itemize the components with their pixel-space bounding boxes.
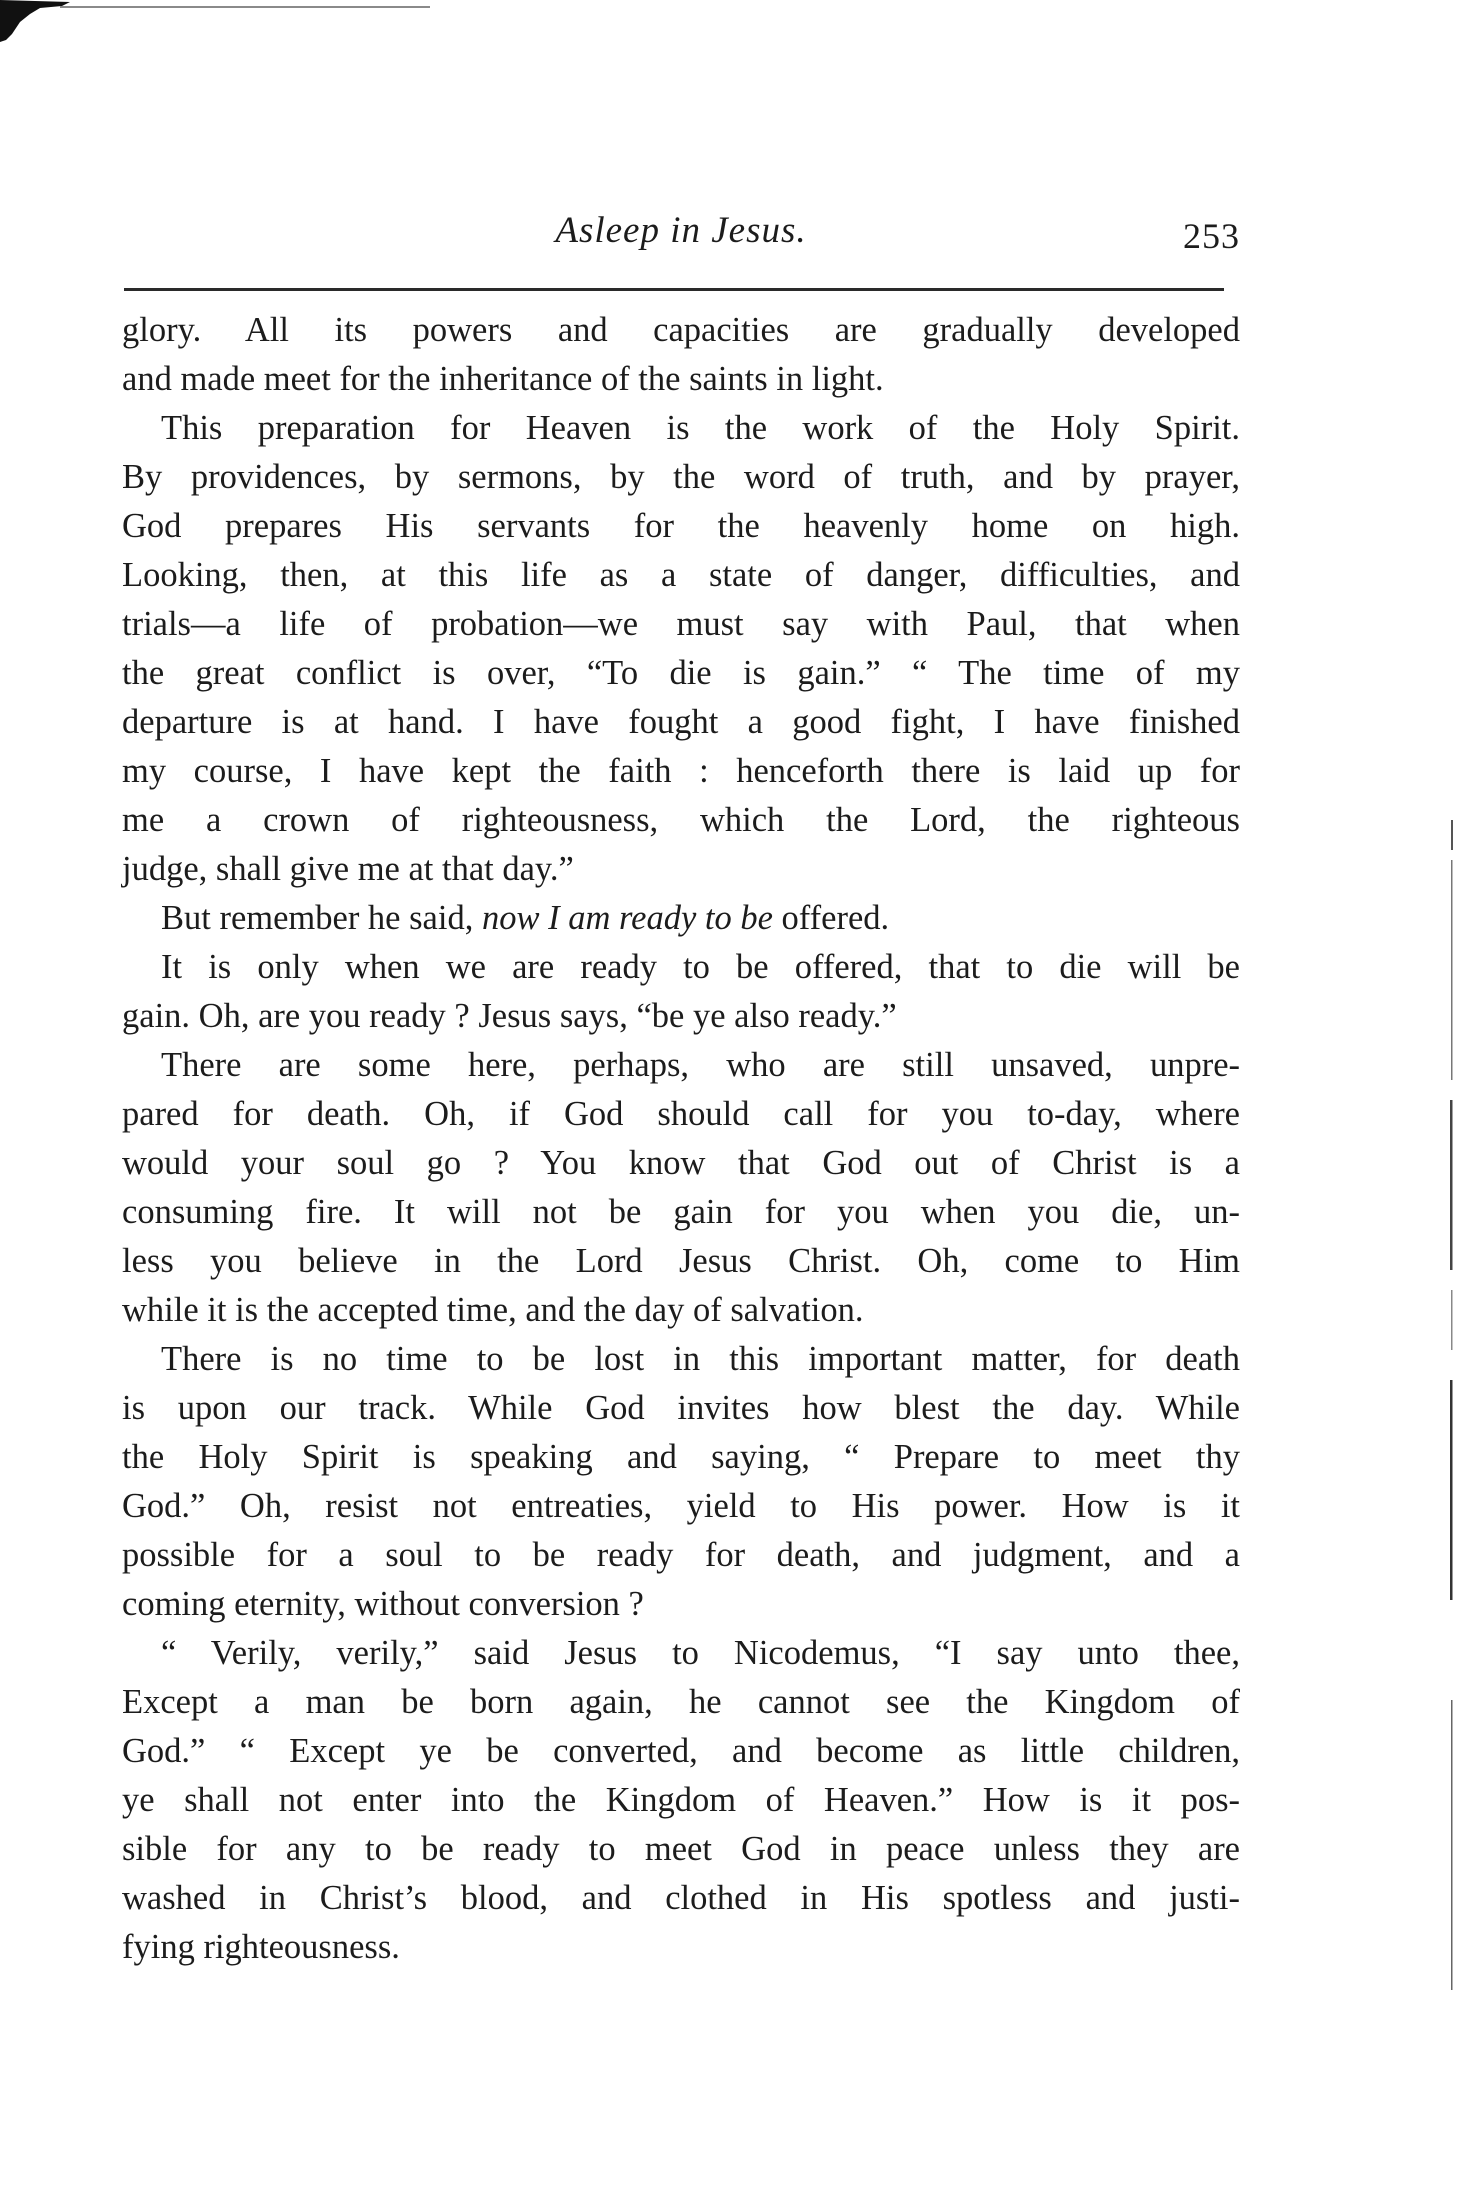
text-line: while it is the accepted time, and the day of salvation. bbox=[122, 1291, 864, 1329]
text-line: would your soul go ? You know that God out of Christ is a bbox=[122, 1144, 1240, 1182]
text-line: sible for any to be ready to meet God in peace unless they are bbox=[122, 1830, 1240, 1868]
text-line: By providences, by sermons, by the word of truth, and by prayer, bbox=[122, 458, 1240, 496]
text-line: trials—a life of probation—we must say with Paul, that when bbox=[122, 605, 1240, 643]
scan-edge-line bbox=[60, 6, 430, 8]
text-line: It is only when we are ready to be offered, that to die will be bbox=[161, 948, 1240, 986]
text-line: possible for a soul to be ready for death, and judgment, and a bbox=[122, 1536, 1240, 1574]
scan-edge-marks bbox=[1448, 820, 1456, 2020]
running-header-title: Asleep in Jesus. bbox=[555, 210, 807, 251]
page-number: 253 bbox=[1183, 216, 1240, 256]
running-header bbox=[122, 205, 1240, 265]
text-line: There are some here, perhaps, who are still unsaved, unpre- bbox=[161, 1046, 1240, 1084]
body-text bbox=[122, 306, 1240, 1972]
text-line: departure is at hand. I have fought a good fight, I have finished bbox=[122, 703, 1240, 741]
text-line: pared for death. Oh, if God should call for you to-day, where bbox=[122, 1095, 1240, 1133]
text-line: God.” Oh, resist not entreaties, yield to His power. How is it bbox=[122, 1487, 1240, 1525]
text-line: coming eternity, without conversion ? bbox=[122, 1585, 644, 1623]
text-line: Looking, then, at this life as a state of danger, difficulties, and bbox=[122, 556, 1240, 594]
text-line: glory. All its powers and capacities are gradually developed bbox=[122, 311, 1240, 349]
text-line: “ Verily, verily,” said Jesus to Nicodemus, “I say unto thee, bbox=[161, 1634, 1240, 1672]
text-line: consuming fire. It will not be gain for you when you die, un- bbox=[122, 1193, 1240, 1231]
text-line: the great conflict is over, “To die is gain.” “ The time of my bbox=[122, 654, 1240, 692]
text-line: the Holy Spirit is speaking and saying, “ Prepare to meet thy bbox=[122, 1438, 1240, 1476]
text-run: offered. bbox=[772, 899, 890, 937]
text-line: washed in Christ’s blood, and clothed in His spotless and justi- bbox=[122, 1879, 1240, 1917]
text-line: gain. Oh, are you ready ? Jesus says, “be ye also ready.” bbox=[122, 997, 897, 1035]
text-run: But remember he said, bbox=[161, 899, 482, 937]
text-line: me a crown of righteousness, which the Lord, the righteous bbox=[122, 801, 1240, 839]
text-line bbox=[122, 894, 1240, 943]
text-line: is upon our track. While God invites how blest the day. While bbox=[122, 1389, 1240, 1427]
text-line: There is no time to be lost in this important matter, for death bbox=[161, 1340, 1240, 1378]
text-line: and made meet for the inheritance of the saints in light. bbox=[122, 360, 884, 398]
header-rule bbox=[124, 288, 1224, 291]
text-line: Except a man be born again, he cannot see the Kingdom of bbox=[122, 1683, 1240, 1721]
italic-run: now I am ready to be bbox=[481, 899, 773, 937]
text-line: judge, shall give me at that day.” bbox=[122, 850, 574, 888]
text-line: my course, I have kept the faith : henceforth there is laid up for bbox=[122, 752, 1240, 790]
text-line: God.” “ Except ye be converted, and become as little children, bbox=[122, 1732, 1240, 1770]
text-line: fying righteousness. bbox=[122, 1928, 400, 1966]
text-line: ye shall not enter into the Kingdom of Heaven.” How is it pos- bbox=[122, 1781, 1240, 1819]
text-line: This preparation for Heaven is the work of the Holy Spirit. bbox=[161, 409, 1240, 447]
text-line: God prepares His servants for the heavenly home on high. bbox=[122, 507, 1240, 545]
text-line: less you believe in the Lord Jesus Christ. Oh, come to Him bbox=[122, 1242, 1240, 1280]
